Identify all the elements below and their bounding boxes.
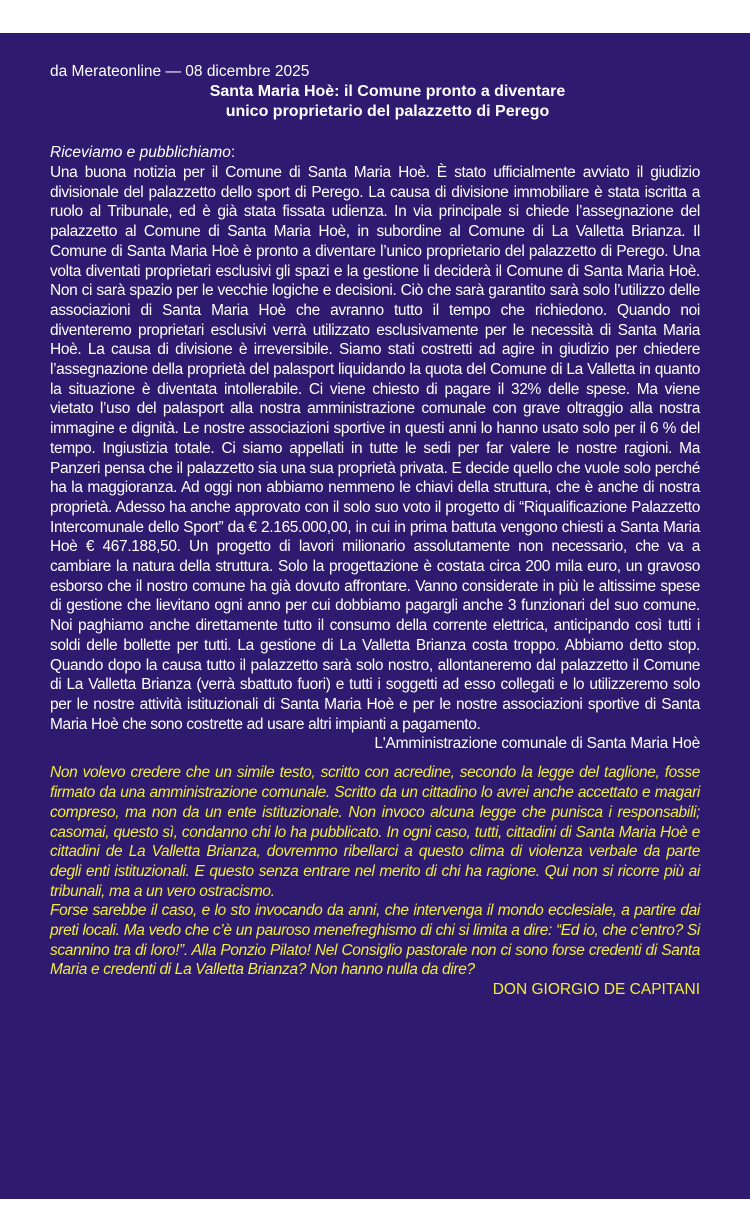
article-body-paragraph: Una buona notizia per il Comune di Santa Maria Hoè. È stato ufficialmente avviato il giudizio divisionale del palazzetto dello sport di Perego. La causa di divisione immobiliare è stata iscritta a ruolo al Tribunale, ed è già stata fissata udienza. In via principale si chiede l’assegnazione del palazzetto al Comune di Santa Maria Hoè, in subordine al Comune di La Valletta Brianza. Il Comune di Santa Maria Hoè è pronto a diventare l’unico proprietario del palazzetto di Perego. Una volta diventati proprietari esclusivi gli spazi e la gestione li deciderà il Comune di Santa Maria Hoè. Non ci sarà spazio per le vecchie logiche e decisioni. Ciò che sarà garantito sarà solo l’utilizzo delle associazioni di Santa Maria Hoè che avranno tutto il tempo che richiedono. Quando noi diventeremo proprietari esclusivi verrà utilizzato esclusivamente per le necessità di Santa Maria Hoè. La causa di divisione è irreversibile. Siamo stati costretti ad agire in giudizio per chiedere l’assegnazione della proprietà del palasport liquidando la quota del Comune di La Valletta in quanto la situazione è diventata intollerabile. Ci viene chiesto di pagare il 32% delle spese. Ma viene vietato l’uso del palasport alla nostra amministrazione comunale con grave oltraggio alla nostra immagine e dignità. Le nostre associazioni sportive in questi anni lo hanno usato solo per il 6 % del tempo. Ingiustizia totale. Ci siamo appellati in tutte le sedi per far valere le nostre ragioni. Ma Panzeri pensa che il palazzetto sia una sua proprietà privata. E decide quello che vuole solo perché ha la maggioranza. Ad oggi non abbiamo nemmeno le chiavi della struttura, che è anche di nostra proprietà. Adesso ha anche approvato con il solo suo voto il progetto di “Riqualificazione Palazzetto Intercomunale dello Sport” da € 2.165.000,00, in cui in prima battuta vengono chiesti a Santa Maria Hoè € 467.188,50. Un progetto di lavori milionario assolutamente non necessario, che va a cambiare la natura della struttura. Solo la progettazione è costata circa 200 mila euro, un gravoso esborso che il nostro comune ha già dovuto affrontare. Vanno considerate in più le altissime spese di gestione che lievitano ogni anno per cui dobbiamo pagargli anche 3 funzionari del suo comune. Noi paghiamo anche direttamente tutto il consumo della corrente elettrica, anticipando così tutti i soldi delle bollette per tutti. La gestione di La Valletta Brianza costa troppo. Abbiamo detto stop. Quando dopo la causa tutto il palazzetto sarà solo nostro, allontaneremo dal palazzetto il Comune di La Valletta Brianza (verrà sbattuto fuori) e tutti i soggetti ad esso collegati e lo utilizzeremo solo per le nostre attività istituzionali di Santa Maria Hoè e per le nostre associazioni sportive di Santa Maria Hoè che sono costrette ad usare altri impianti a pagamento.	[50, 164, 700, 733]
intro-label: Riceviamo e pubblichiamo	[50, 144, 231, 161]
intro-line	[50, 143, 700, 163]
article-title-line-1: Santa Maria Hoè: il Comune pronto a diventare	[209, 83, 566, 100]
content-panel	[0, 33, 750, 1199]
spacer	[50, 754, 700, 763]
article-signature: L'Amministrazione comunale di Santa Maria Hoè	[374, 735, 700, 753]
article-title-line-2: unico proprietario del palazzetto di Perego	[225, 103, 550, 120]
commentary-author: DON GIORGIO DE CAPITANI	[492, 981, 700, 999]
commentary-paragraph-2: Forse sarebbe il caso, e lo sto invocando da anni, che intervenga il mondo ecclesiale, a partire dai preti locali. Ma vedo che c’è un pauroso menefreghismo di chi si limita a dire: “Ed io, che c’entro? Si scannino tra di loro!”. Alla Ponzio Pilato! Nel Consiglio pastorale non ci sono forse credenti di Santa Maria e credenti di La Valletta Brianza? Non hanno nulla da dire?	[50, 902, 700, 979]
article-body	[50, 163, 700, 734]
source-line: da Merateonline — 08 dicembre 2025	[50, 63, 310, 80]
article-title	[75, 82, 700, 122]
commentary	[50, 763, 700, 980]
intro-colon: :	[230, 144, 236, 161]
commentary-paragraph-1: Non volevo credere che un simile testo, scritto con acredine, secondo la legge del taglione, fosse firmato da una amministrazione comunale. Scritto da un cittadino lo avrei anche accettato e magari compreso, ma non da un ente istituzionale. Non invoco alcuna legge che punisca i responsabili; casomai, questo sì, condanno chi lo ha pubblicato. In ogni caso, tutti, cittadini di Santa Maria Hoè e cittadini de La Valletta Brianza, dovremmo ribellarci a questo clima di violenza verbale da parte degli enti istituzionali. E questo senza entrare nel merito di chi ha ragione. Qui non si ricorre più ai tribunali, ma a un vero ostracismo.	[50, 764, 700, 900]
spacer	[50, 122, 700, 143]
